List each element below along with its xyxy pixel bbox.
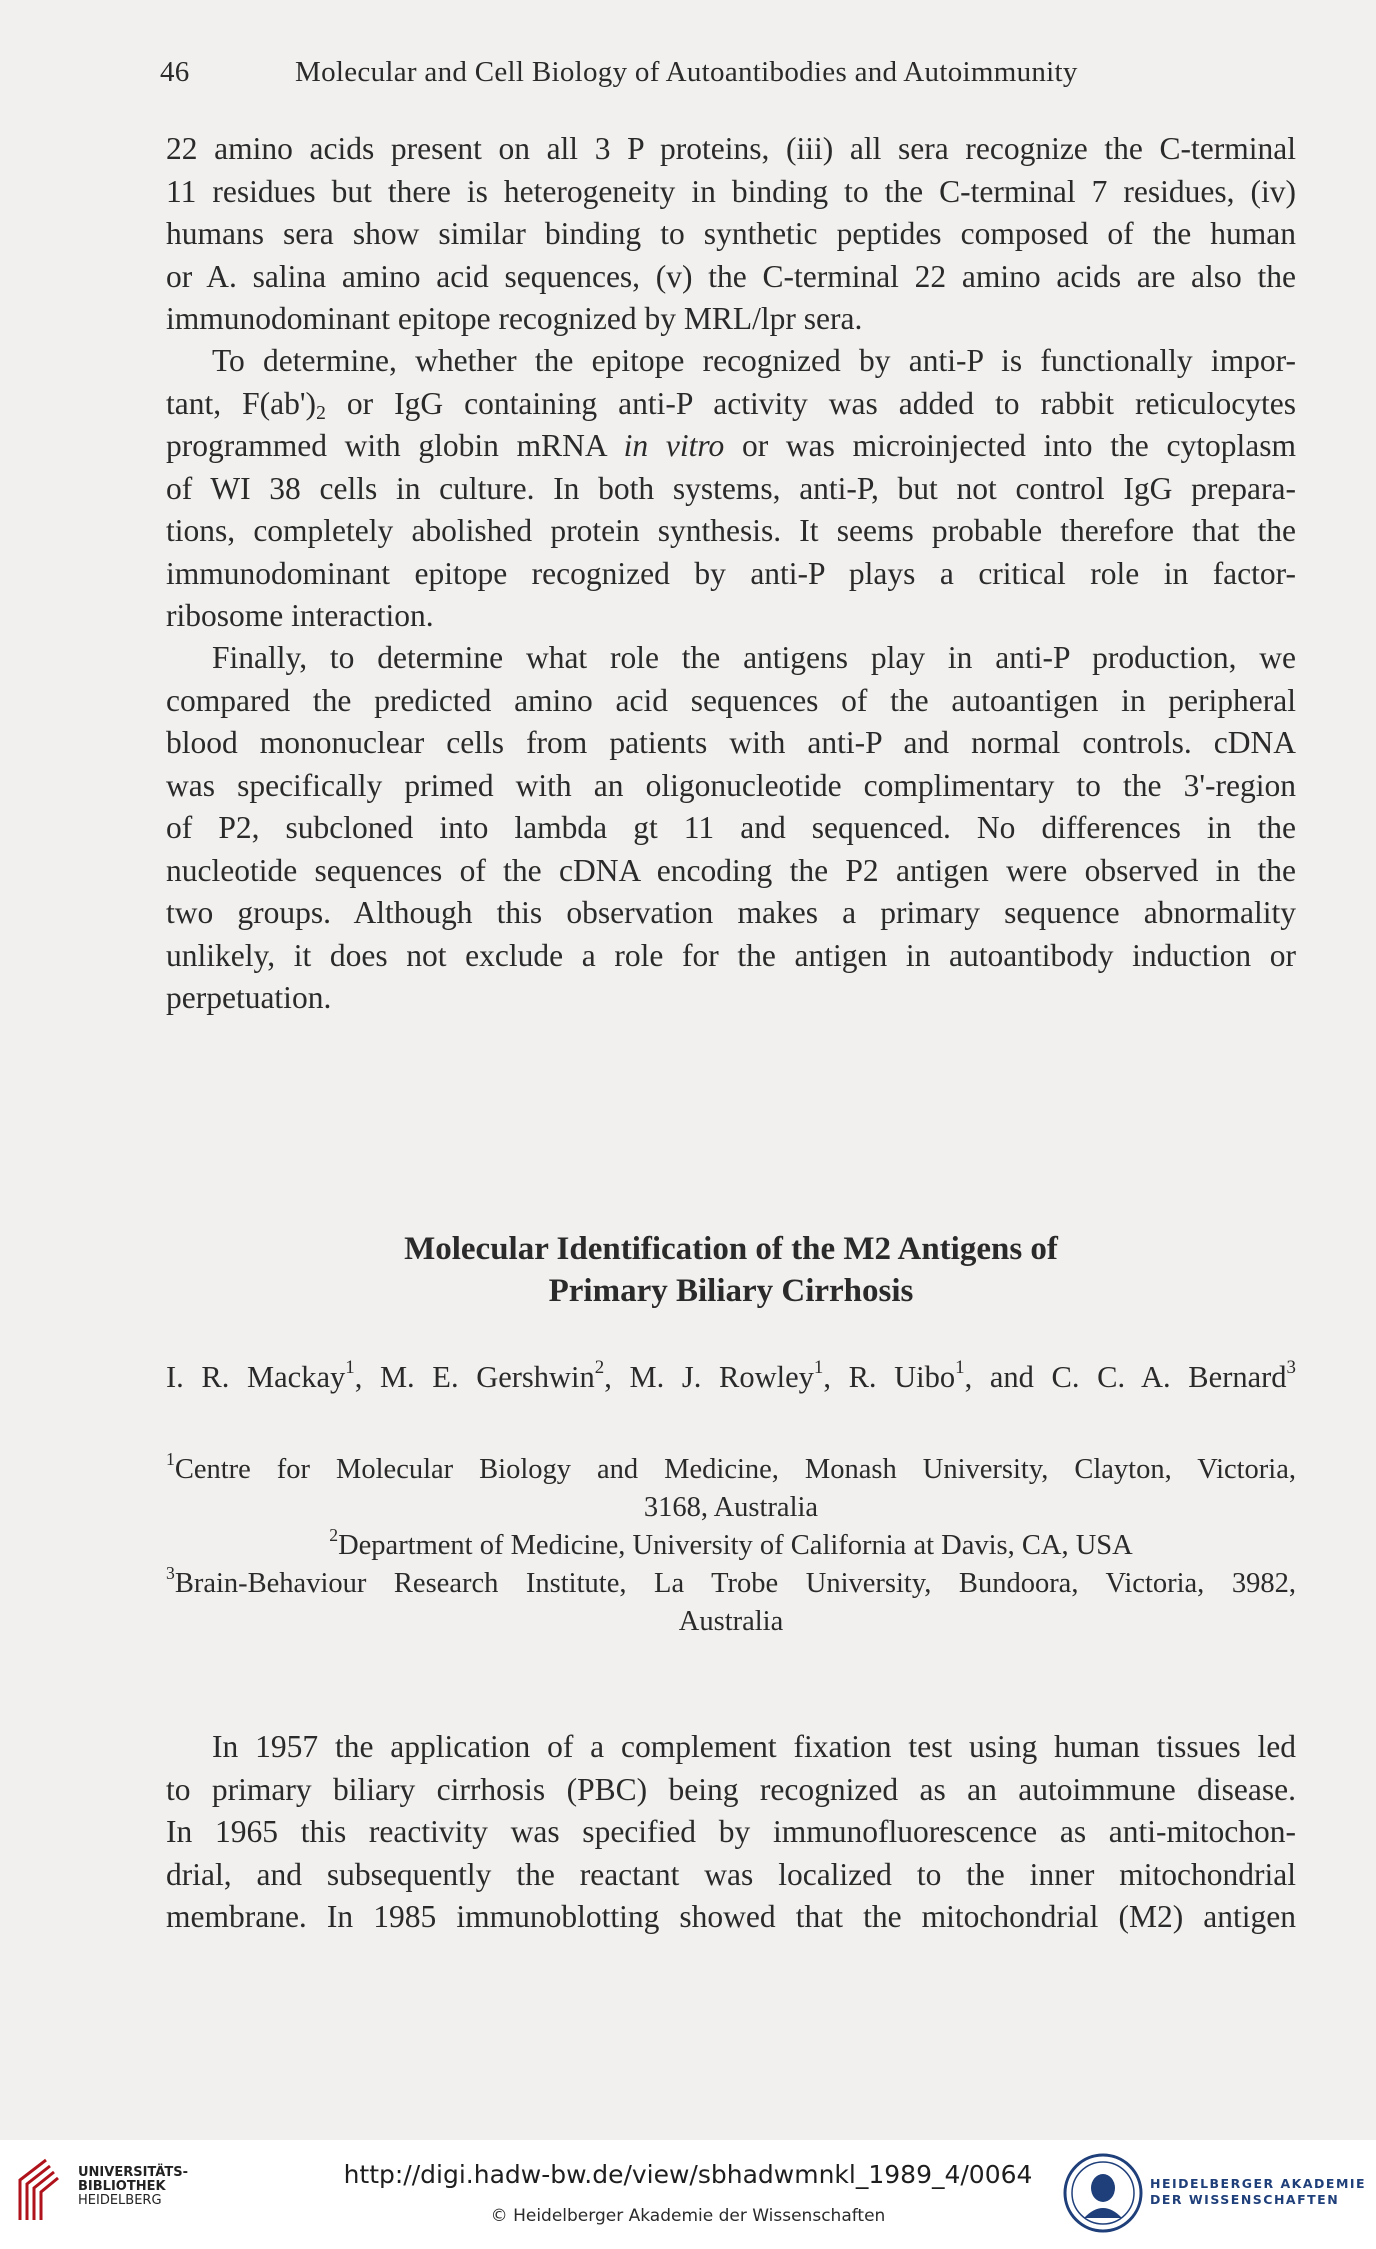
text-line: tions, completely abolished protein synthesis. It seems probable therefore that the [166, 513, 1296, 548]
article-title-line: Primary Biliary Cirrhosis [548, 1273, 914, 1309]
author: M. E. Gershwin [379, 1360, 595, 1394]
article-title [166, 1228, 1296, 1312]
paragraph-continuation [166, 128, 1296, 341]
text-line: In 1957 the application of a complement fixation test using human tissues led [212, 1729, 1296, 1764]
affiliation-continued: Australia [678, 1606, 784, 1637]
university-library-name: UNIVERSITÄTS- BIBLIOTHEK HEIDELBERG [78, 2165, 188, 2208]
text-line: 22 amino acids present on all 3 P proteins, (iii) all sera recognize the C-terminal [166, 131, 1296, 166]
permalink[interactable]: http://digi.hadw-bw.de/view/sbhadwmnkl_1989_4/0064 [343, 2160, 1033, 2189]
text-line: blood mononuclear cells from patients with anti-P and normal controls. cDNA [166, 725, 1296, 760]
text-line: membrane. In 1985 immunoblotting showed that the mitochondrial (M2) antigen [166, 1899, 1296, 1934]
academy-seal-icon [1062, 2152, 1144, 2234]
author: M. J. Rowley [629, 1360, 814, 1394]
text-line: of P2, subcloned into lambda gt 11 and sequenced. No differences in the [166, 810, 1296, 845]
copyright-notice: © Heidelberger Akademie der Wissenschaften [490, 2206, 886, 2226]
author: R. Uibo [848, 1360, 956, 1394]
digitization-footer [0, 2140, 1376, 2249]
text-line: ribosome interaction. [166, 598, 434, 633]
text-line: 11 residues but there is heterogeneity in binding to the C-terminal 7 residues, (iv) [166, 173, 1296, 209]
academy-name: HEIDELBERGER AKADEMIE DER WISSENSCHAFTEN [1150, 2176, 1367, 2207]
text-line: compared the predicted amino acid sequences of the autoantigen in peripheral [166, 682, 1296, 718]
paragraph-epitope-function [166, 340, 1296, 638]
paragraph-antigen-role [166, 637, 1296, 1020]
text-line: programmed with globin mRNA in vitro or was microinjected into the cytoplasm [166, 428, 1296, 463]
affiliation-continued: 3168, Australia [643, 1492, 819, 1523]
text-line: humans sera show similar binding to synthetic peptides composed of the human [166, 216, 1296, 251]
text-line: was specifically primed with an oligonucleotide complimentary to the 3'-region [166, 767, 1296, 803]
paragraph-intro [166, 1726, 1296, 1939]
text-line: In 1965 this reactivity was specified by immunofluorescence as anti-mitochon- [166, 1814, 1296, 1849]
text-line: tant, $F(ab')_2$ or IgG containing anti-P activity was added to rabbit reticulocytes [166, 385, 1297, 424]
text-line: immunodominant epitope recognized by MRL/lpr sera. [166, 301, 863, 336]
text-line: perpetuation. [166, 980, 332, 1015]
author: C. C. A. Bernard [1051, 1360, 1287, 1394]
text-line: or A. salina amino acid sequences, (v) the C-terminal 22 amino acids are also the [166, 258, 1296, 294]
author: I. R. Mackay [166, 1360, 346, 1394]
text-line: two groups. Although this observation makes a primary sequence abnormality [166, 895, 1296, 930]
text-line: immunodominant epitope recognized by anti-P plays a critical role in factor- [166, 555, 1296, 591]
affiliation: $^2$Department of Medicine, University of California at Davis, CA, USA [329, 1524, 1133, 1561]
text-line: To determine, whether the epitope recognized by anti-P is functionally impor- [212, 343, 1296, 378]
text-line: drial, and subsequently the reactant was localized to the inner mitochondrial [166, 1856, 1296, 1892]
text-line: Finally, to determine what role the antigens play in anti-P production, we [212, 640, 1296, 675]
author-list: I. R. Mackay$^1$, M. E. Gershwin$^2$, M. J. Rowley$^1$, R. Uibo$^1$, and C. C. A. Bernard$^3$ [166, 1356, 1296, 1394]
affiliation: $^1$Centre for Molecular Biology and Medicine, Monash University, Clayton, Victoria, [166, 1448, 1296, 1485]
text-line: of WI 38 cells in culture. In both systems, anti-P, but not control IgG prepara- [166, 470, 1296, 506]
text-line: nucleotide sequences of the cDNA encoding the P2 antigen were observed in the [166, 852, 1296, 888]
running-header [160, 56, 1160, 89]
running-title: Molecular and Cell Biology of Autoantibodies and Autoimmunity [295, 56, 1078, 88]
page-number: 46 [160, 56, 190, 88]
affiliation-list [166, 1448, 1296, 1641]
text-line: to primary biliary cirrhosis (PBC) being recognized as an autoimmune disease. [166, 1771, 1296, 1807]
text-line: unlikely, it does not exclude a role for the antigen in autoantibody induction or [166, 937, 1296, 973]
article-title-line: Molecular Identification of the M2 Antigens of [404, 1231, 1058, 1267]
affiliation: $^3$Brain-Behaviour Research Institute, La Trobe University, Bundoora, Victoria, 3982, [166, 1562, 1296, 1599]
